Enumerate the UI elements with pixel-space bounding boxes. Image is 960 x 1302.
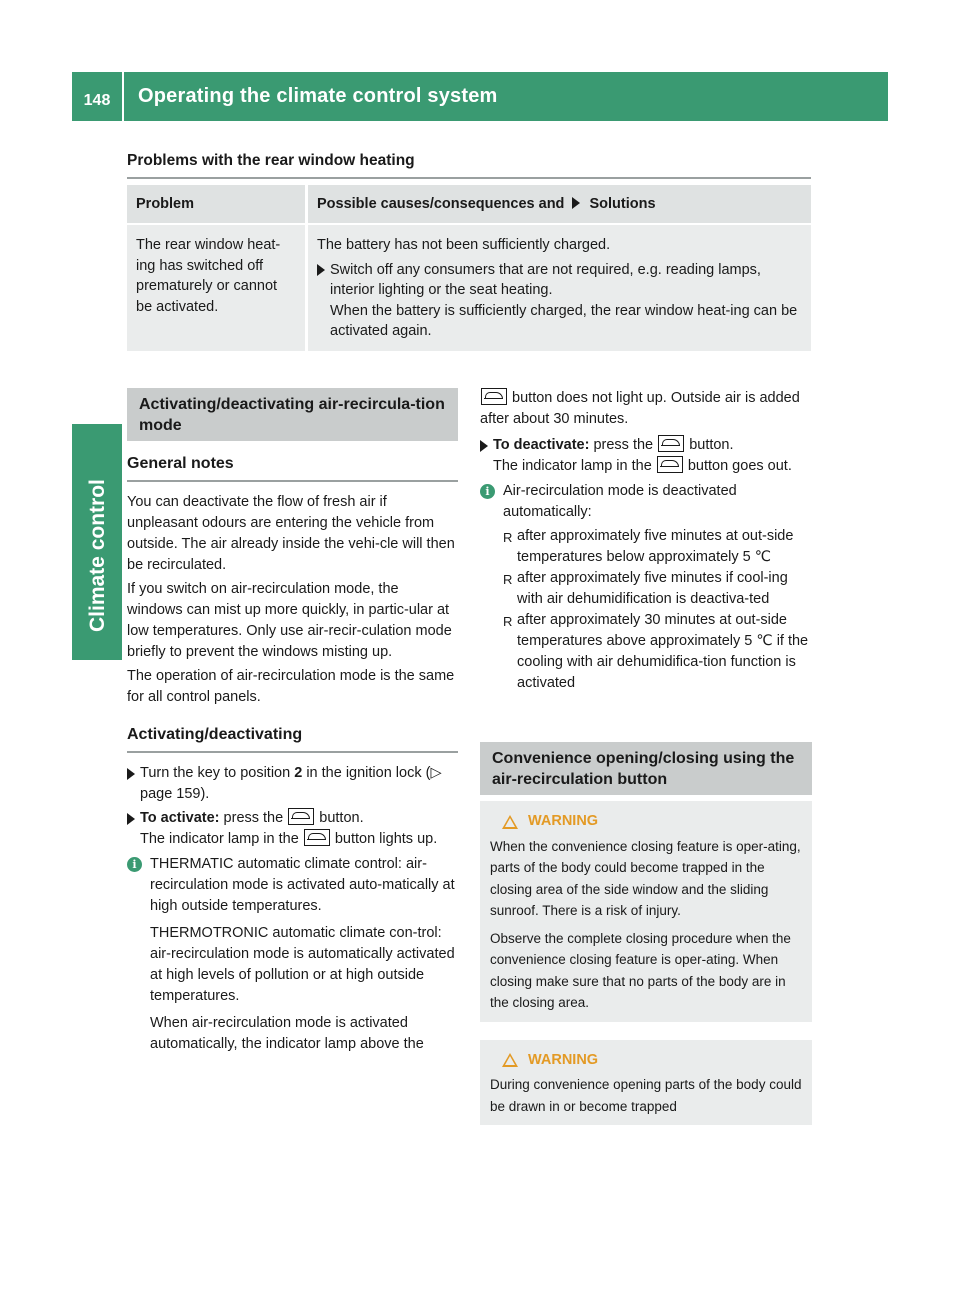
solution-note: When the battery is sufficiently charged, the rear window heat-ing can be activated again. (330, 302, 798, 339)
info-continued (480, 388, 812, 430)
warning-box (480, 801, 812, 1022)
arrow-icon (127, 813, 135, 825)
warning-label: WARNING (528, 813, 599, 829)
step-text: button. (319, 810, 364, 826)
page-number: 148 (72, 72, 124, 121)
step-text: button goes out. (687, 458, 792, 474)
step-bold: To deactivate: (493, 437, 590, 453)
header-solutions-prefix: Possible causes/consequences and (317, 196, 565, 212)
warning-box (480, 1040, 812, 1126)
arrow-icon (480, 440, 488, 452)
solution-step-body (330, 260, 802, 342)
page-title: Operating the climate control system (138, 85, 498, 107)
warning-text: During convenience opening parts of the body could be drawn in or become trapped (490, 1077, 802, 1114)
step-bold: 2 (294, 765, 303, 781)
step-text: press the (223, 810, 284, 826)
header-solutions (305, 185, 811, 223)
convenience-section-title: Convenience opening/closing using the air-recirculation button (480, 742, 812, 795)
divider (127, 480, 458, 482)
arrow-icon (317, 264, 325, 276)
info-note (480, 481, 812, 694)
step-text: button. (689, 437, 734, 453)
list-item-text: after approximately five minutes at out-side temperatures below approximately 5 ℃ (517, 528, 794, 565)
step-text: The indicator lamp in the (140, 831, 299, 847)
list-item (503, 526, 812, 568)
list-item (503, 568, 812, 610)
list-item-text: after approximately 30 minutes at out-side temperatures above approximately 5 ℃ if the cooling with air dehumidifica-tion function is activated (517, 612, 809, 691)
header-problem: Problem (136, 196, 195, 212)
recirculation-button-icon (657, 456, 683, 473)
chapter-label: Climate control (86, 479, 109, 632)
step-text: in the ignition lock (▷ page 159). (140, 765, 442, 802)
problem-cell: The rear window heat-ing has switched off prematurely or cannot be activated. (136, 237, 281, 315)
warning-header (490, 1050, 802, 1072)
table-header-row (127, 185, 811, 223)
arrow-icon (572, 197, 580, 209)
general-paragraph-1: You can deactivate the flow of fresh air if unpleasant odours are entering the vehicle from outside. The air already inside the vehi-cle will then be recirculated. (127, 494, 455, 573)
warning-label: WARNING (528, 1051, 599, 1068)
table-row (127, 225, 811, 351)
page-header (72, 72, 888, 121)
general-paragraph-3: The operation of air-recirculation mode is the same for all control panels. (127, 668, 455, 705)
step-text: The indicator lamp in the (493, 458, 652, 474)
divider (127, 177, 811, 179)
recirculation-button-icon (481, 388, 507, 405)
solution-step (317, 260, 802, 342)
problems-table (127, 185, 811, 351)
warning-text: When the convenience closing feature is oper-ating, parts of the body could become trapped in the closing area of the side window and the sliding sunroof. There is a risk of injury. (490, 838, 801, 918)
bullet-mark: R (503, 614, 513, 629)
recirculation-button-icon (304, 829, 330, 846)
activating-heading: Activating/deactivating (127, 726, 303, 743)
problems-section-title: Problems with the rear window heating (127, 152, 415, 169)
recirculation-button-icon (288, 808, 314, 825)
general-notes-heading: General notes (127, 455, 234, 472)
solution-text: Switch off any consumers that are not required, e.g. reading lamps, interior lighting or the seat heating. (330, 261, 761, 298)
solution-cell (305, 225, 811, 351)
info-text: button does not light up. Outside air is added after about 30 minutes. (480, 390, 800, 427)
general-paragraph-2: If you switch on air-recirculation mode, the windows can mist up more quickly, in partic-ular at low temperatures. Only use air-recir-culation mode briefly to prevent the windows misting up. (127, 581, 452, 660)
recirc-section-title: Activating/deactivating air-recircula-tion mode (127, 388, 458, 441)
divider (127, 751, 458, 753)
step-body (140, 763, 458, 805)
info-text: Air-recirculation mode is deactivated automatically: (503, 483, 737, 520)
info-note (127, 854, 458, 1058)
step-deactivate (480, 435, 812, 477)
warning-header (490, 811, 802, 833)
info-text: When air-recirculation mode is activated automatically, the indicator lamp above the (150, 1015, 424, 1052)
left-column (127, 388, 458, 1058)
info-text: THERMOTRONIC automatic climate con-trol: air-recirculation mode is automatically activated at high levels of pollution or at high outside temperatures. (150, 925, 455, 1004)
info-body (150, 854, 458, 1058)
info-icon: i (127, 857, 142, 872)
step-activate (127, 808, 458, 850)
step-text: button lights up. (334, 831, 438, 847)
header-solutions-suffix: Solutions (589, 196, 656, 212)
warning-icon (502, 1053, 518, 1067)
bullet-mark: R (503, 530, 513, 545)
step-text: Turn the key to position (140, 765, 291, 781)
list-item (503, 610, 812, 694)
arrow-icon (127, 768, 135, 780)
step-body (140, 808, 458, 850)
step-text: press the (593, 437, 654, 453)
right-column (480, 388, 812, 1125)
list-item-text: after approximately five minutes if cool-ing with air dehumidification is deactiva-ted (517, 570, 788, 607)
info-text: THERMATIC automatic climate control: air-recirculation mode is activated auto-matically at high outside temperatures. (150, 856, 455, 914)
step-body (493, 435, 812, 477)
recirculation-button-icon (658, 435, 684, 452)
bullet-mark: R (503, 572, 513, 587)
chapter-tab-bar (72, 170, 122, 1288)
cause-text: The battery has not been sufficiently charged. (317, 237, 611, 253)
step-bold: To activate: (140, 810, 220, 826)
warning-text: Observe the complete closing procedure when the convenience closing feature is oper-ating. When closing make sure that no parts of the body are in the closing area. (490, 930, 791, 1010)
info-icon: i (480, 484, 495, 499)
warning-icon (502, 815, 518, 829)
info-body (503, 481, 812, 694)
step-turn-key (127, 763, 458, 805)
